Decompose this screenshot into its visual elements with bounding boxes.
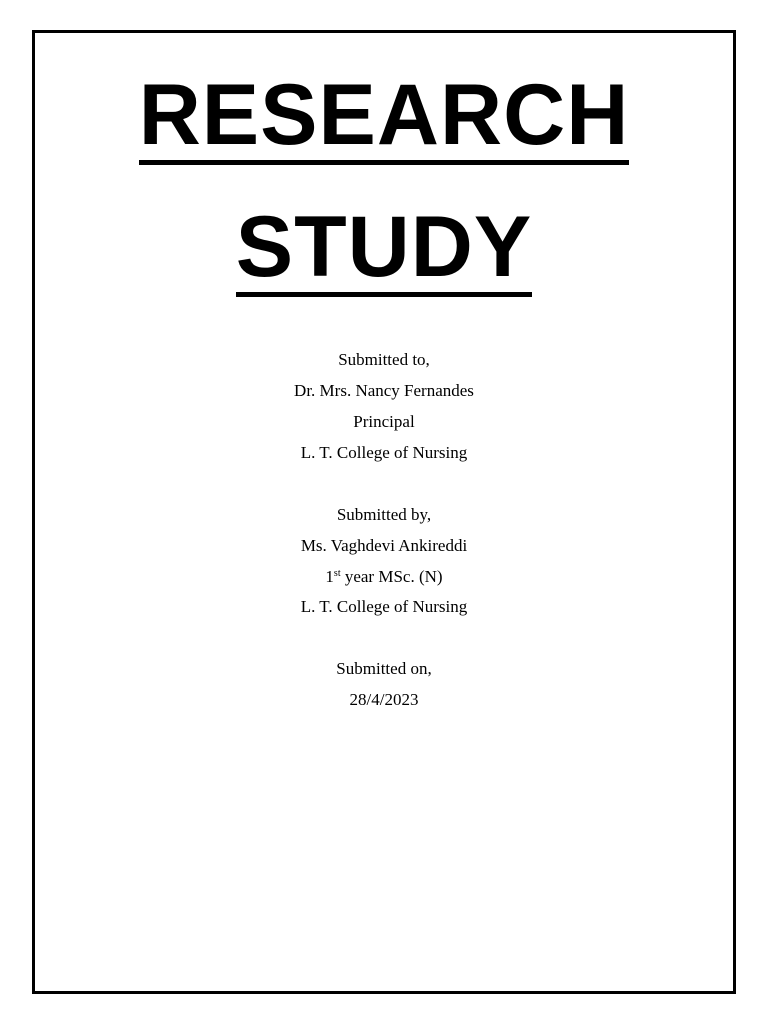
author-year-number: 1 <box>325 567 334 586</box>
title-research: RESEARCH <box>138 67 630 163</box>
title-line-2 <box>0 198 768 297</box>
recipient-institution: L. T. College of Nursing <box>300 443 468 462</box>
author-year <box>0 566 768 588</box>
submitted-to-heading: Submitted to, <box>338 350 430 369</box>
submission-date: 28/4/2023 <box>349 690 419 709</box>
title-study: STUDY <box>235 199 533 295</box>
recipient-name: Dr. Mrs. Nancy Fernandes <box>294 381 474 400</box>
title-line-1 <box>0 66 768 165</box>
submitted-by-heading: Submitted by, <box>336 505 432 524</box>
author-name: Ms. Vaghdevi Ankireddi <box>300 536 468 555</box>
author-institution: L. T. College of Nursing <box>300 597 468 616</box>
author-year-rest: year MSc. (N) <box>340 567 443 586</box>
submitted-on-heading: Submitted on, <box>336 659 432 678</box>
recipient-position: Principal <box>353 412 415 431</box>
author-year-suffix: st <box>333 568 341 579</box>
